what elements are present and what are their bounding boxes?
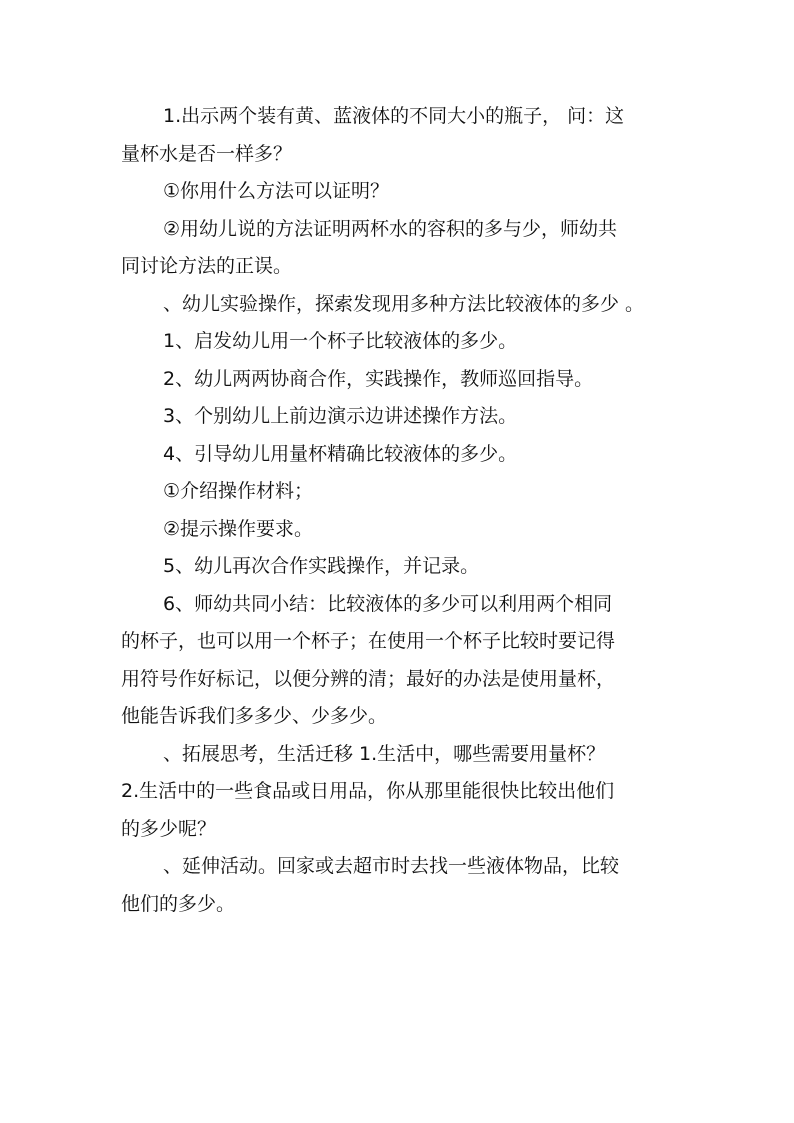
paragraph-line: 他能告诉我们多多少、少多少。 [121,705,388,727]
sub-list-item: ①介绍操作材料； [163,480,314,502]
list-item: 3、个别幼儿上前边演示边讲述操作方法。 [163,405,518,427]
paragraph-line: 1.出示两个装有黄、蓝液体的不同大小的瓶子， 问：这 [163,105,625,127]
section-heading: 、延伸活动。回家或去超市时去找一些液体物品，比较 [163,855,620,877]
paragraph-line: 2.生活中的一些食品或日用品，你从那里能很快比较出他们 [121,780,615,802]
sub-list-item: ②提示操作要求。 [163,517,314,540]
paragraph-line: ②用幼儿说的方法证明两杯水的容积的多与少，师幼共 [163,217,618,240]
paragraph-line: 的多少呢？ [121,817,217,840]
paragraph-line: 同讨论方法的正误。 [121,255,293,277]
list-item: 5、幼儿再次合作实践操作，并记录。 [163,555,480,577]
list-item: 4、引导幼儿用量杯精确比较液体的多少。 [163,442,518,465]
document-body [121,98,681,923]
paragraph-line: 用符号作好标记，以便分辨的清；最好的办法是使用量杯， [121,667,616,690]
paragraph-line: 他们的多少。 [121,892,236,915]
paragraph-line: ①你用什么方法可以证明？ [163,180,390,202]
paragraph-line: 的杯子，也可以用一个杯子；在使用一个杯子比较时要记得 [121,630,616,652]
section-heading: 、幼儿实验操作，探索发现用多种方法比较液体的多少 。 [163,292,645,315]
list-item: 1、启发幼儿用一个杯子比较液体的多少。 [163,330,518,352]
list-item: 6、师幼共同小结：比较液体的多少可以利用两个相同 [163,592,613,615]
list-item: 2、幼儿两两协商合作，实践操作，教师巡回指导。 [163,367,594,390]
paragraph-line: 量杯水是否一样多？ [121,142,293,165]
section-heading: 、拓展思考，生活迁移 1.生活中，哪些需要用量杯？ [163,742,606,765]
